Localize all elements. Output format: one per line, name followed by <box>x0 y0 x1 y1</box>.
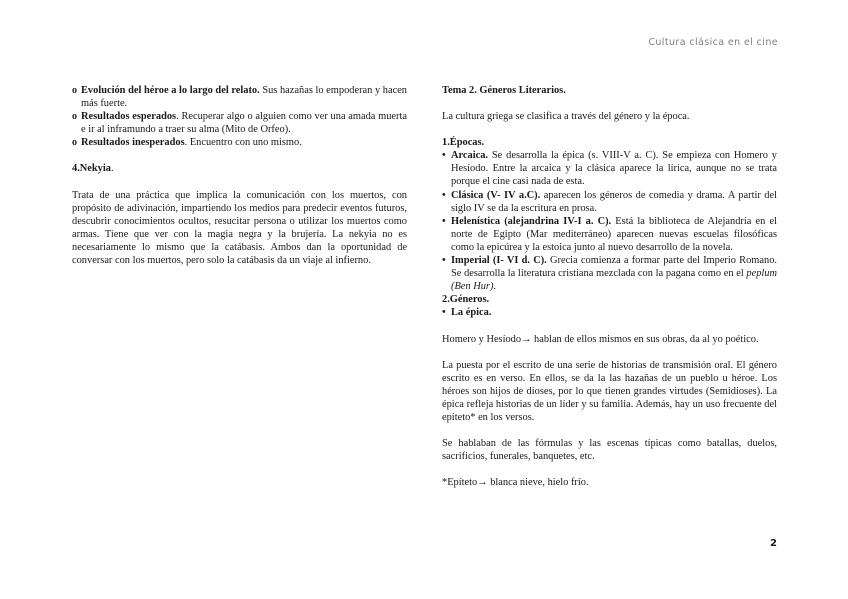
heading-text: 4.Nekyia <box>72 163 111 175</box>
item-term: Evolución del héroe a lo largo del relato. <box>81 85 260 96</box>
generos-heading: 2.Géneros. <box>442 294 490 306</box>
paragraph: Se hablaban de las fórmulas y las escenas típicas como batallas, duelos, sacrificios, funerales, banquetes, etc. <box>442 438 777 463</box>
epocas-heading: 1.Épocas. <box>442 137 485 149</box>
circle-bullet-icon: o <box>72 85 77 96</box>
list-item <box>442 306 777 319</box>
item-term: Arcaica. <box>451 150 489 162</box>
topic-title: Tema 2. Géneros Literarios. <box>442 85 566 96</box>
item-italic: peplum (Ben Hur) <box>451 268 777 293</box>
list-item <box>72 110 407 136</box>
list-item <box>72 136 407 149</box>
running-header: Cultura clásica en el cine <box>648 37 778 48</box>
heading-punct: . <box>110 163 114 175</box>
item-term: Resultados inesperados <box>81 137 185 149</box>
right-column <box>442 84 777 489</box>
bullet-icon: • <box>442 307 446 319</box>
left-column <box>72 84 407 267</box>
nekyia-paragraph: Trata de una práctica que implica la comunicación con los muertos, con propósito de adivinación, impartiendo los medios para predecir eventos futuros, descubrir conocimientos ocultos, resucitar persona o utilizar los muertos como armas. Tiene que ver con la magia negra y la brujería. La nekyia no es necesariamente lo mismo que la catábasis. Ambos dan la oportunidad de conversar con los muertos, pero solo la catábasis da un viaje al infierno. <box>72 189 407 267</box>
item-term: Helenística (alejandrina IV-I a. C). <box>451 215 612 227</box>
item-term: Resultados esperados <box>81 111 177 123</box>
section-heading <box>72 162 407 175</box>
item-text: Sus hazañas lo empoderan y hacen más fuerte. <box>81 85 407 110</box>
bullet-icon: • <box>442 215 446 227</box>
list-item <box>442 254 777 293</box>
paragraph: La puesta por el escrito de una serie de historias de transmisión oral. El género escrito es en verso. En ellos, se da la las hazañas de un pueblo u héroe. Los héroes son hijos de dioses, por lo que tienen grandes virtudes (Semidioses). La épica refleja historias de un líder y su familia. Además, hay un uso frecuente del epíteto* en los versos. <box>442 359 777 423</box>
list-item <box>442 189 777 215</box>
item-text: . Encuentro con uno mismo. <box>184 137 302 149</box>
item-text: Grecia comienza a formar parte del Imperio Romano. Se desarrolla la literatura cristiana mezclada con la pagana como en el <box>451 255 777 280</box>
paragraph: Homero y Hesíodo→ hablan de ellos mismos en sus obras, da al yo poético. <box>442 333 759 345</box>
bullet-icon: • <box>442 150 446 162</box>
list-item <box>72 84 407 110</box>
item-text: Está la biblioteca de Alejandría en el norte de Egipto (Mar mediterráneo) aparecen nuevas escuelas filosóficas como la epicúrea y la estoica junto al nuevo desarrollo de la novela. <box>451 215 777 253</box>
page-number: 2 <box>770 538 777 549</box>
item-term: Clásica (V- IV a.C). <box>451 189 541 201</box>
circle-bullet-icon: o <box>72 111 77 123</box>
footnote-paragraph: *Epíteto→ blanca nieve, hielo frío. <box>442 477 589 489</box>
item-term: La épica. <box>451 307 492 319</box>
item-text: Se desarrolla la épica (s. VIII-V a. C). Se empieza con Homero y Hesíodo. Entre la arcaica y la clásica aparece la lírica, aunque no se trata porque el cine casi nada de esta. <box>451 150 777 188</box>
item-tail: . <box>493 281 497 293</box>
bullet-icon: • <box>442 189 446 201</box>
item-text: aparecen los géneros de comedia y drama. A partir del siglo IV se da la escritura en prosa. <box>451 189 778 214</box>
list-item <box>442 215 777 254</box>
bullet-icon: • <box>442 255 446 267</box>
item-term: Imperial (I- VI d. C). <box>451 255 547 267</box>
intro-paragraph: La cultura griega se clasifica a través del género y la época. <box>442 111 690 123</box>
circle-bullet-icon: o <box>72 137 77 149</box>
item-text: . Recuperar algo o alguien como ver una amada muerta e ir al inframundo a traer su alma (Mito de Orfeo). <box>81 111 407 136</box>
list-item <box>442 149 777 188</box>
